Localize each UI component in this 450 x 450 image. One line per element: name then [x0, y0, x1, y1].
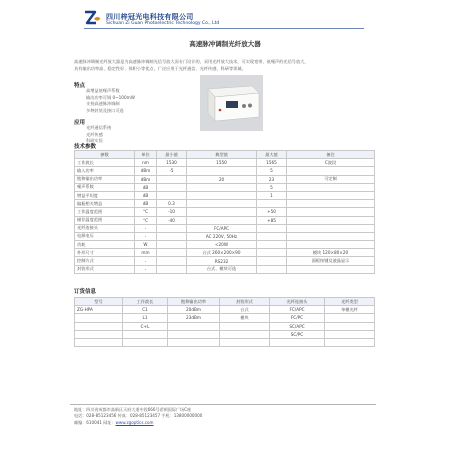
ordering-table	[74, 297, 375, 347]
table-cell	[157, 241, 187, 249]
spec-table-body	[75, 159, 375, 274]
table-cell	[270, 338, 325, 346]
table-cell	[287, 191, 375, 199]
table-cell	[157, 265, 187, 273]
table-cell: FC/APC	[270, 306, 325, 314]
table-row	[75, 322, 375, 330]
table-cell	[287, 200, 375, 208]
amplifier-device-image	[200, 75, 263, 131]
table-cell: 储存温度范围	[75, 216, 135, 224]
list-item: 光纤通信系统	[86, 125, 112, 130]
table-cell	[157, 249, 187, 257]
company-name: 四川梓冠光电科技有限公司	[106, 13, 194, 21]
table-row	[75, 306, 375, 314]
column-header: 备注	[287, 151, 375, 159]
table-row	[75, 191, 375, 199]
table-cell: -	[135, 224, 157, 232]
table-cell: 工作波长	[75, 159, 135, 167]
table-cell: 5	[257, 167, 287, 175]
table-cell: 增益平坦度	[75, 191, 135, 199]
list-item: 支持高速脉冲调制	[86, 101, 120, 106]
table-cell	[325, 314, 375, 322]
table-cell: 台式	[220, 306, 270, 314]
table-cell	[287, 265, 375, 273]
table-cell	[287, 208, 375, 216]
table-cell	[75, 338, 123, 346]
table-cell	[257, 232, 287, 240]
table-cell	[257, 265, 287, 273]
table-cell: C1	[123, 306, 168, 314]
table-cell: 偏振相关增益	[75, 200, 135, 208]
table-cell	[75, 314, 123, 322]
table-row	[75, 175, 375, 183]
table-cell: AC 220V, 50Hz	[187, 232, 257, 240]
table-cell	[168, 330, 220, 338]
table-cell	[257, 241, 287, 249]
table-cell: SC/APC	[270, 322, 325, 330]
table-cell: 台式、模块可选	[187, 265, 257, 273]
table-cell	[157, 191, 187, 199]
table-cell: 5	[257, 183, 287, 191]
table-cell	[168, 322, 220, 330]
table-header-row	[75, 298, 375, 306]
column-header: 光纤连接头	[270, 298, 325, 306]
table-cell	[75, 330, 123, 338]
table-row	[75, 167, 375, 175]
table-cell: °C	[135, 216, 157, 224]
table-cell: -10	[157, 208, 187, 216]
table-cell: 饱和输出功率	[75, 175, 135, 183]
table-cell: dB	[135, 183, 157, 191]
table-cell	[187, 208, 257, 216]
footer-address: 地址：四川省成都市高新区天府大道中段666号希顿国际广场C座	[74, 407, 192, 412]
column-header: 饱和输出功率	[168, 298, 220, 306]
table-cell	[287, 232, 375, 240]
table-cell: 噪声系数	[75, 183, 135, 191]
table-cell	[257, 249, 287, 257]
column-header: 参数	[75, 151, 135, 159]
table-cell	[325, 338, 375, 346]
table-cell: -5	[157, 167, 187, 175]
intro-line: 具有输出功率高、稳定性好、体积小等优点，广泛应用于光纤通信、光纤传感、科研等领域。	[74, 66, 246, 71]
table-cell: 20dBm	[168, 306, 220, 314]
table-cell: 封装形式	[75, 265, 135, 273]
table-cell	[287, 241, 375, 249]
table-cell: +85	[257, 216, 287, 224]
table-cell	[325, 330, 375, 338]
ordering-table-body	[75, 306, 375, 347]
table-cell: 1565	[257, 159, 287, 167]
footer-divider	[70, 404, 376, 405]
table-cell	[287, 183, 375, 191]
table-cell	[187, 183, 257, 191]
column-header: 最小值	[157, 151, 187, 159]
table-cell	[187, 191, 257, 199]
table-row	[75, 257, 375, 265]
column-header: 光纤类型	[325, 298, 375, 306]
column-header: 封装形式	[220, 298, 270, 306]
table-cell: 23	[257, 175, 287, 183]
table-row	[75, 232, 375, 240]
table-cell	[287, 216, 375, 224]
table-cell: 工作温度范围	[75, 208, 135, 216]
table-cell: 面板按键及液晶显示	[287, 257, 375, 265]
table-cell: dB	[135, 200, 157, 208]
table-cell	[75, 322, 123, 330]
table-row	[75, 249, 375, 257]
table-cell: -40	[157, 216, 187, 224]
features-heading: 特点	[74, 83, 86, 89]
table-cell: -	[135, 232, 157, 240]
table-row	[75, 241, 375, 249]
table-cell: 20	[187, 175, 257, 183]
list-item: 多种封装及接口可选	[86, 107, 124, 113]
table-cell: nm	[135, 159, 157, 167]
column-header: 型号	[75, 298, 123, 306]
table-row	[75, 338, 375, 346]
table-cell	[257, 257, 287, 265]
column-header: 工作波长	[123, 298, 168, 306]
table-cell	[157, 224, 187, 232]
table-cell: 1530	[157, 159, 187, 167]
table-cell: dB	[135, 191, 157, 199]
table-cell	[157, 183, 187, 191]
table-cell: °C	[135, 208, 157, 216]
spec-table	[74, 150, 375, 274]
table-cell	[220, 330, 270, 338]
table-cell	[123, 330, 168, 338]
table-cell: W	[135, 241, 157, 249]
ordering-heading: 订货信息	[74, 289, 97, 295]
applications-heading: 应用	[74, 120, 86, 126]
table-cell: FC/APC	[187, 224, 257, 232]
table-cell	[187, 167, 257, 175]
table-cell: 输入功率	[75, 167, 135, 175]
table-cell	[187, 216, 257, 224]
list-item: 输出功率可调 0~100mW	[86, 94, 135, 100]
table-cell: 控制方式	[75, 257, 135, 265]
table-cell: 0.3	[157, 200, 187, 208]
table-row	[75, 200, 375, 208]
company-name-en: Sichuan Zi Guan Photoelectric Technology Co., Ltd	[106, 21, 220, 26]
table-cell: 23dBm	[168, 314, 220, 322]
table-cell	[325, 322, 375, 330]
table-cell	[257, 224, 287, 232]
table-cell: 1	[257, 191, 287, 199]
column-header: 单位	[135, 151, 157, 159]
table-row	[75, 216, 375, 224]
table-cell: 模块 120×80×20	[287, 249, 375, 257]
intro-line: 高速脉冲调制光纤放大器是为高速脉冲调制光信号放大而专门设计的，采用光纤放大技术，可实现宽带、低噪声的光信号放大，	[74, 59, 309, 64]
table-cell: RS232	[187, 257, 257, 265]
table-row	[75, 224, 375, 232]
header-divider	[84, 28, 364, 29]
table-cell	[287, 224, 375, 232]
table-cell: 电源电压	[75, 232, 135, 240]
table-cell: 光纤连接头	[75, 224, 135, 232]
table-cell: 1550	[187, 159, 257, 167]
table-cell: -	[135, 265, 157, 273]
footer-contact	[74, 407, 384, 426]
table-cell: C+L	[123, 322, 168, 330]
table-cell: <20W	[187, 241, 257, 249]
document-title: 高速脉冲调制光纤放大器	[189, 40, 261, 48]
footer-phone: 电话：028-85123456 传真：028-85123457 手机：13800000000	[74, 413, 203, 419]
table-row	[75, 208, 375, 216]
table-cell: C波段	[287, 159, 375, 167]
table-cell: SC/PC	[270, 330, 325, 338]
table-cell: ZG-HPA	[75, 306, 123, 314]
column-header: 最大值	[257, 151, 287, 159]
table-cell	[257, 200, 287, 208]
table-cell	[187, 200, 257, 208]
table-cell: -	[135, 257, 157, 265]
table-cell: dBm	[135, 175, 157, 183]
table-cell	[157, 257, 187, 265]
table-row	[75, 159, 375, 167]
list-item: 高增益低噪声系数	[86, 88, 120, 93]
table-cell: FC/PC	[270, 314, 325, 322]
table-cell	[123, 338, 168, 346]
table-cell: 外形尺寸	[75, 249, 135, 257]
table-cell: mm	[135, 249, 157, 257]
table-header-row	[75, 151, 375, 159]
footer-zip: 邮编：610041 网址：	[74, 419, 116, 425]
column-header: 典型值	[187, 151, 257, 159]
website-link[interactable]: www.zgoptics.com	[115, 419, 154, 425]
features-list	[86, 88, 135, 114]
intro-paragraph	[74, 58, 374, 72]
table-cell: 功耗	[75, 241, 135, 249]
company-logo-icon	[84, 10, 102, 26]
table-cell	[168, 338, 220, 346]
table-cell: dBm	[135, 167, 157, 175]
table-cell: L1	[123, 314, 168, 322]
table-cell	[287, 167, 375, 175]
table-row	[75, 314, 375, 322]
table-cell	[220, 322, 270, 330]
footer-web	[74, 420, 384, 426]
list-item: 光纤传感	[86, 131, 103, 137]
table-cell: 模块	[220, 314, 270, 322]
table-row	[75, 183, 375, 191]
table-cell: 单模光纤	[325, 306, 375, 314]
table-row	[75, 330, 375, 338]
table-cell: +50	[257, 208, 287, 216]
table-cell	[157, 232, 187, 240]
list-item: 科研实验	[86, 138, 103, 143]
table-cell: 台式 260×200×90	[187, 249, 257, 257]
table-cell	[157, 175, 187, 183]
table-cell	[220, 338, 270, 346]
table-row	[75, 265, 375, 273]
specs-heading: 技术参数	[74, 144, 97, 150]
table-cell: 可定制	[287, 175, 375, 183]
